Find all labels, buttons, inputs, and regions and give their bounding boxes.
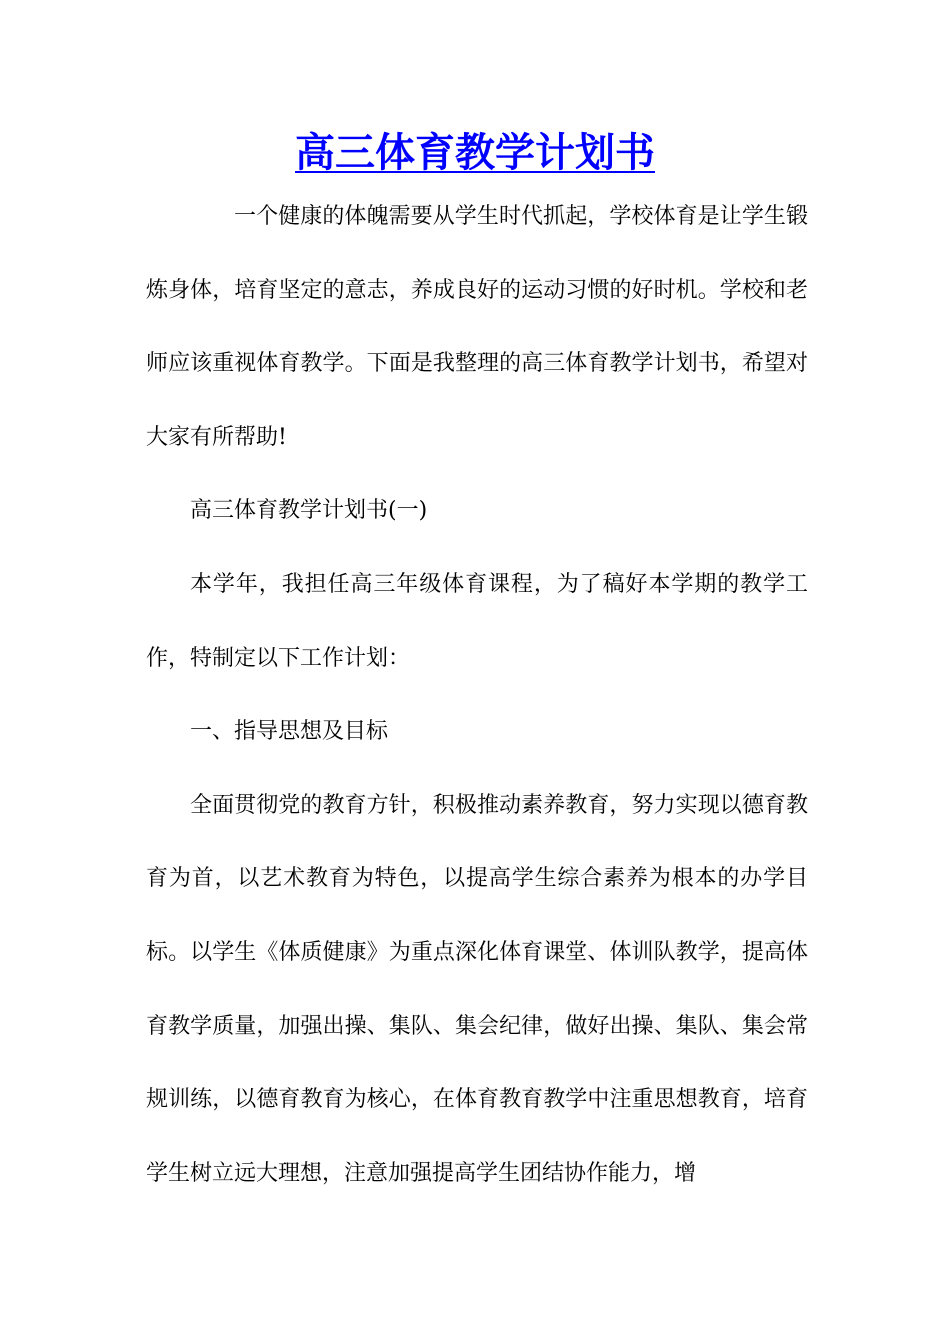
guiding-ideas-paragraph: 全面贯彻党的教育方针，积极推动素养教育，努力实现以德育教育为首，以艺术教育为特色，以提高学生综合素养为根本的办学目标。以学生《体质健康》为重点深化体育课堂、体训队教学，提高体育教学质量，加强出操、集队、集会纪律，做好出操、集队、集会常规训练，以德育教育为核心，在体育教育教学中注重思想教育，培育学生树立远大理想，注意加强提高学生团结协作能力，增	[146, 792, 808, 1186]
plan-intro-paragraph: 本学年，我担任高三年级体育课程，为了稿好本学期的教学工作，特制定以下工作计划：	[146, 571, 808, 671]
intro-paragraph: 一个健康的体魄需要从学生时代抓起，学校体育是让学生锻炼身体，培育坚定的意志，养成良好的运动习惯的好时机。学校和老师应该重视体育教学。下面是我整理的高三体育教学计划书，希望对大家有所帮助!	[146, 204, 808, 450]
section-heading-guiding-ideas: 一、指导思想及目标	[190, 719, 389, 745]
document-body	[146, 180, 808, 1210]
document-title[interactable]: 高三体育教学计划书	[295, 129, 655, 176]
section-heading-plan-one: 高三体育教学计划书(一)	[190, 498, 428, 524]
